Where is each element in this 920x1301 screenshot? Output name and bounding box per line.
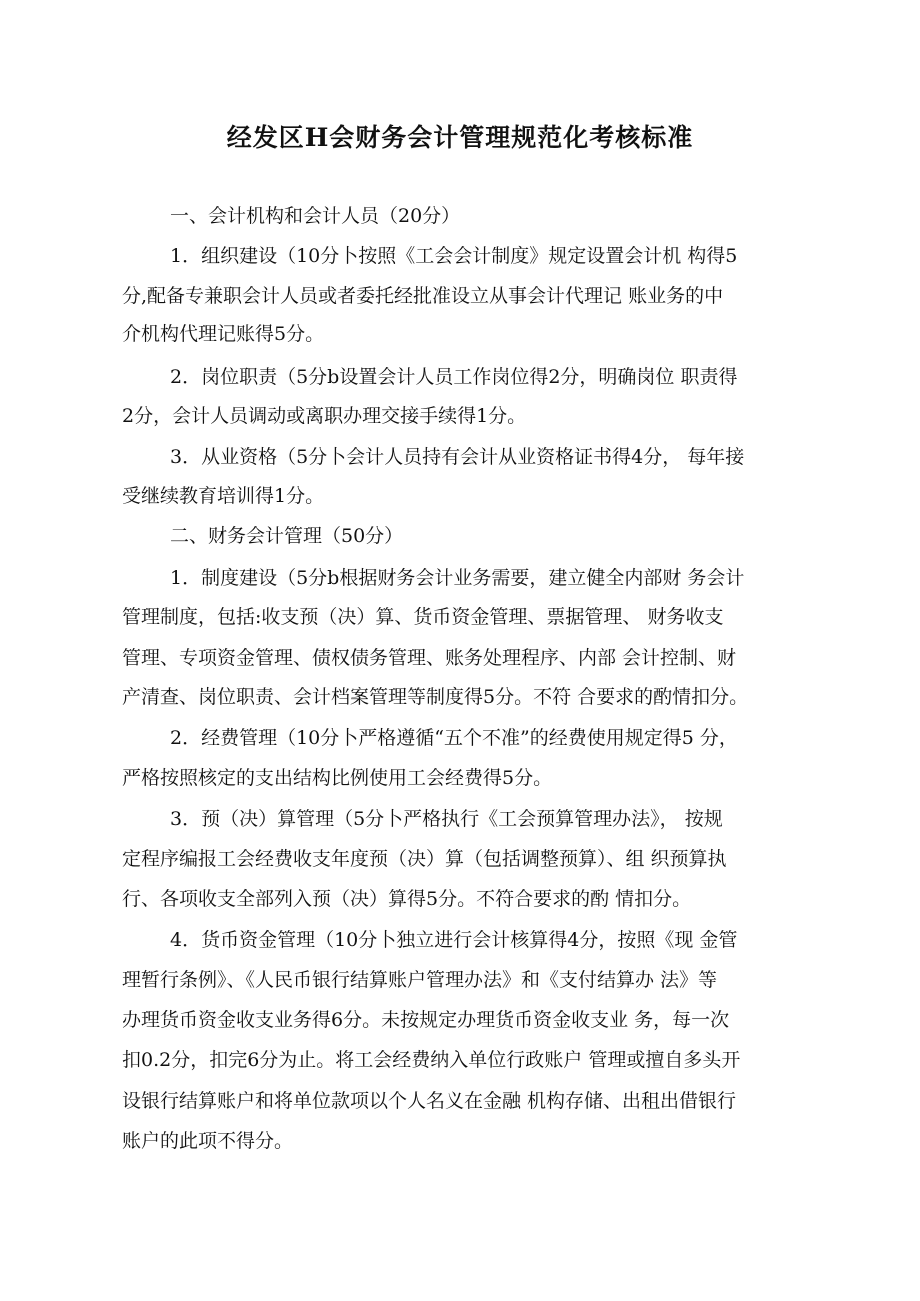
paragraph-line: 管理制度，包括:收支预（决）算、货币资金管理、票据管理、 财务收支 <box>122 606 724 628</box>
paragraph-line: 2．经费管理（10分卜严格遵循“五个不准”的经费使用规定得5 分， <box>170 727 738 749</box>
paragraph-line: 1．组织建设（10分卜按照《工会会计制度》规定设置会计机 构得5 <box>170 245 738 267</box>
paragraph-line: 3．预（决）算管理（5分卜严格执行《工会预算管理办法》， 按规 <box>170 808 723 830</box>
paragraph-line: 3．从业资格（5分卜会计人员持有会计从业资格证书得4分， 每年接 <box>170 446 745 468</box>
paragraph-line: 管理、专项资金管理、债权债务管理、账务处理程序、内部 会计控制、财 <box>122 647 737 669</box>
paragraph-line: 行、各项收支全部列入预（决）算得5分。不符合要求的酌 情扣分。 <box>122 888 692 910</box>
paragraph-line: 理暂行条例》、《人民币银行结算账户管理办法》和《支付结算办 法》等 <box>122 969 718 991</box>
paragraph-line: 产清查、岗位职责、会计档案管理等制度得5分。不符 合要求的酌情扣分。 <box>122 686 749 708</box>
paragraph-line: 设银行结算账户和将单位款项以个人名义在金融 机构存储、出租出借银行 <box>122 1090 737 1112</box>
paragraph-line: 1．制度建设（5分b根据财务会计业务需要，建立健全内部财 务会计 <box>170 567 745 589</box>
document-title: 经发区H会财务会计管理规范化考核标准 <box>226 123 694 152</box>
paragraph-line: 2分，会计人员调动或离职办理交接手续得1分。 <box>122 405 527 427</box>
paragraph-line: 2．岗位职责（5分b设置会计人员工作岗位得2分，明确岗位 职责得 <box>170 366 738 388</box>
paragraph-line: 受继续教育培训得1分。 <box>122 485 325 507</box>
paragraph-line: 定程序编报工会经费收支年度预（决）算（包括调整预算）、组 织预算执 <box>122 848 727 870</box>
paragraph-line: 严格按照核定的支出结构比例使用工会经费得5分。 <box>122 767 553 789</box>
paragraph-line: 账户的此项不得分。 <box>122 1130 294 1152</box>
paragraph-line: 办理货币资金收支业务得6分。未按规定办理货币资金收支业 务，每一次 <box>122 1009 730 1031</box>
paragraph-line: 分,配备专兼职会计人员或者委托经批准设立从事会计代理记 账业务的中 <box>122 285 724 307</box>
paragraph-line: 介机构代理记账得5分。 <box>122 323 325 345</box>
section-heading-2: 二、财务会计管理（50分） <box>170 525 404 547</box>
section-heading-1: 一、会计机构和会计人员（20分） <box>170 205 461 227</box>
paragraph-line: 4．货币资金管理（10分卜独立进行会计核算得4分，按照《现 金管 <box>170 929 738 951</box>
paragraph-line: 扣0.2分，扣完6分为止。将工会经费纳入单位行政账户 管理或擅自多头开 <box>122 1049 741 1071</box>
